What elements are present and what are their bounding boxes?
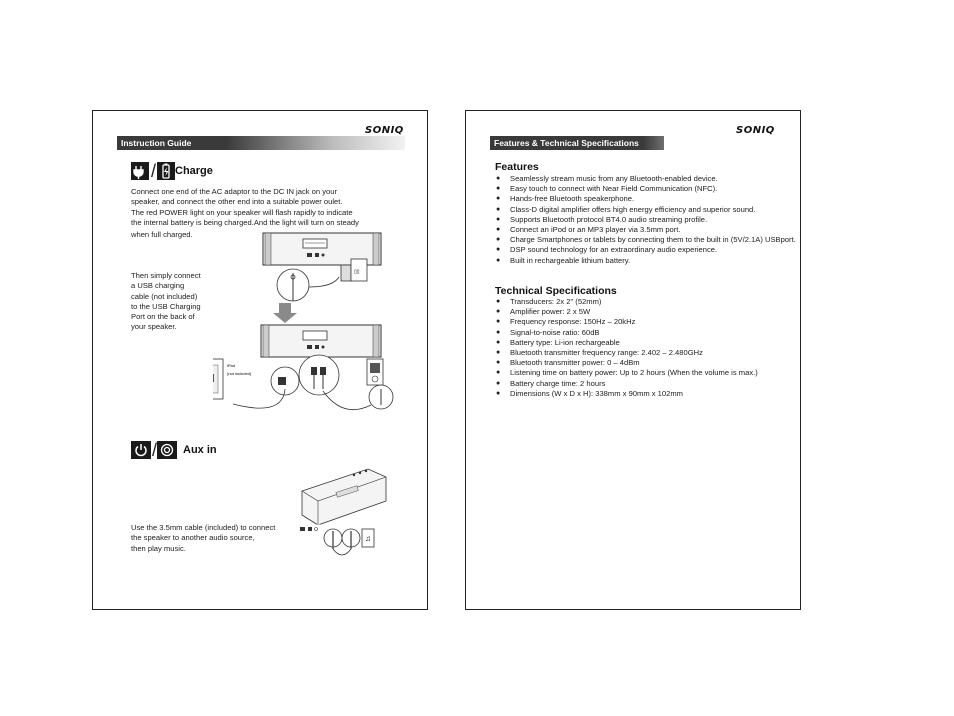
list-item xyxy=(496,256,796,266)
svg-text:♫: ♫ xyxy=(365,534,371,543)
features-title: Features xyxy=(495,161,539,173)
bullet-dot: ● xyxy=(496,328,501,336)
bullet-dot: ● xyxy=(496,205,501,213)
soniq-logo: SONIQ xyxy=(365,125,404,136)
text-line: the speaker to another audio source, xyxy=(131,533,255,543)
specs-title: Technical Specifications xyxy=(495,285,617,297)
bullet-dot: ● xyxy=(496,308,501,316)
bullet-dot: ● xyxy=(496,246,501,254)
text-line: when full charged. xyxy=(131,230,193,240)
bullet-dot: ● xyxy=(496,369,501,377)
text-line: the internal battery is being charged.And the light will turn on steady xyxy=(131,217,359,227)
ipad-label: iPad xyxy=(227,363,236,368)
list-item xyxy=(496,184,796,194)
list-item-text: Class-D digital amplifier offers high energy efficiency and superior sound. xyxy=(510,204,756,214)
list-item-text: Amplifier power: 2 x 5W xyxy=(510,307,591,317)
list-item-text: Transducers: 2x 2" (52mm) xyxy=(510,297,602,306)
bullet-dot: ● xyxy=(496,338,501,346)
list-item xyxy=(496,215,796,225)
bullet-dot: ● xyxy=(496,236,501,244)
soniq-logo: SONIQ xyxy=(736,125,775,136)
list-item xyxy=(496,379,796,389)
list-item xyxy=(496,297,796,307)
list-item-text: Built in rechargeable lithium battery. xyxy=(510,255,631,265)
list-item xyxy=(496,245,796,255)
list-item xyxy=(496,235,796,245)
bullet-dot: ● xyxy=(496,215,501,223)
text-line: Then simply connect xyxy=(131,271,201,280)
bullet-dot: ● xyxy=(496,175,501,182)
list-item xyxy=(496,368,796,378)
list-item-text: Supports Bluetooth protocol BT4.0 audio streaming profile. xyxy=(510,214,708,224)
text-line: speaker, and connect the other end into a suitable power oulet. xyxy=(131,197,343,207)
text-line: Port on the back of xyxy=(131,312,195,322)
list-item-text: Dimensions (W x D x H): 338mm x 90mm x 102mm xyxy=(510,388,683,398)
list-item-text: Signal-to-noise ratio: 60dB xyxy=(510,327,600,337)
bullet-dot: ● xyxy=(496,359,501,367)
aux-in-title: Aux in xyxy=(183,444,217,456)
list-item xyxy=(496,348,796,358)
section-banner: Features & Technical Specifications xyxy=(490,136,664,150)
list-item-text: Bluetooth transmitter frequency range: 2.402 – 2.480GHz xyxy=(510,348,703,358)
list-item xyxy=(496,194,796,204)
aux-diagram xyxy=(298,467,388,563)
text-line: then play music. xyxy=(131,543,186,553)
bullet-dot: ● xyxy=(496,318,501,326)
text-line: Connect one end of the AC adaptor to the DC IN jack on your xyxy=(131,187,337,196)
list-item-text: Connect an iPod or an MP3 player via 3.5mm port. xyxy=(510,225,681,235)
charge-title: Charge xyxy=(175,165,213,177)
text-line: to the USB Charging xyxy=(131,301,201,311)
slash-divider: / xyxy=(152,440,158,460)
bullet-dot: ● xyxy=(496,195,501,203)
list-item-text: Seamlessly stream music from any Bluetooth-enabled device. xyxy=(510,174,718,183)
list-item xyxy=(496,225,796,235)
bullet-dot: ● xyxy=(496,256,501,264)
list-item-text: Battery charge time: 2 hours xyxy=(510,378,606,388)
list-item-text: Hands-free Bluetooth speakerphone. xyxy=(510,194,635,204)
text-line: your speaker. xyxy=(131,322,177,332)
list-item-text: DSP sound technology for an extraordinary audio experience. xyxy=(510,245,718,255)
text-line: Use the 3.5mm cable (included) to connect xyxy=(131,523,276,532)
bullet-dot: ● xyxy=(496,379,501,387)
list-item-text: Frequency response: 150Hz – 20kHz xyxy=(510,317,636,327)
power-icon xyxy=(131,441,151,459)
battery-charge-icon xyxy=(157,162,175,180)
list-item xyxy=(496,317,796,327)
section-banner: Instruction Guide xyxy=(117,136,405,150)
list-item-text: Bluetooth transmitter power: 0 – 4dBm xyxy=(510,358,640,368)
bullet-dot: ● xyxy=(496,349,501,357)
bullet-dot: ● xyxy=(496,389,501,397)
list-item-text: Battery type: Li-ion rechargeable xyxy=(510,337,620,347)
list-item xyxy=(496,389,796,399)
text-line: cable (not included) xyxy=(131,291,198,301)
features-list xyxy=(496,174,796,266)
aux-instructions xyxy=(131,523,311,554)
list-item xyxy=(496,338,796,348)
specs-list xyxy=(496,297,796,399)
list-item xyxy=(496,307,796,317)
list-item xyxy=(496,358,796,368)
list-item xyxy=(496,174,796,184)
list-item xyxy=(496,328,796,338)
bullet-dot: ● xyxy=(496,298,501,305)
text-line: The red POWER light on your speaker will flash rapidly to indicate xyxy=(131,207,353,217)
charging-diagram xyxy=(213,229,413,439)
aux-input-icon xyxy=(157,441,177,459)
not-included-label: (not included) xyxy=(227,371,252,376)
bullet-dot: ● xyxy=(496,226,501,234)
bullet-dot: ● xyxy=(496,185,501,193)
slash-divider: / xyxy=(151,161,157,181)
text-line: a USB charging xyxy=(131,281,185,291)
instruction-guide-page xyxy=(92,110,428,610)
list-item xyxy=(496,205,796,215)
plug-icon xyxy=(131,162,149,180)
features-specs-page xyxy=(465,110,801,610)
list-item-text: Easy touch to connect with Near Field Communication (NFC). xyxy=(510,184,718,194)
list-item-text: Listening time on battery power: Up to 2 hours (When the volume is max.) xyxy=(510,368,758,378)
list-item-text: Charge Smartphones or tablets by connecting them to the built in (5V/2.1A) USBport. xyxy=(510,235,796,245)
svg-text:▯▯: ▯▯ xyxy=(354,269,360,275)
